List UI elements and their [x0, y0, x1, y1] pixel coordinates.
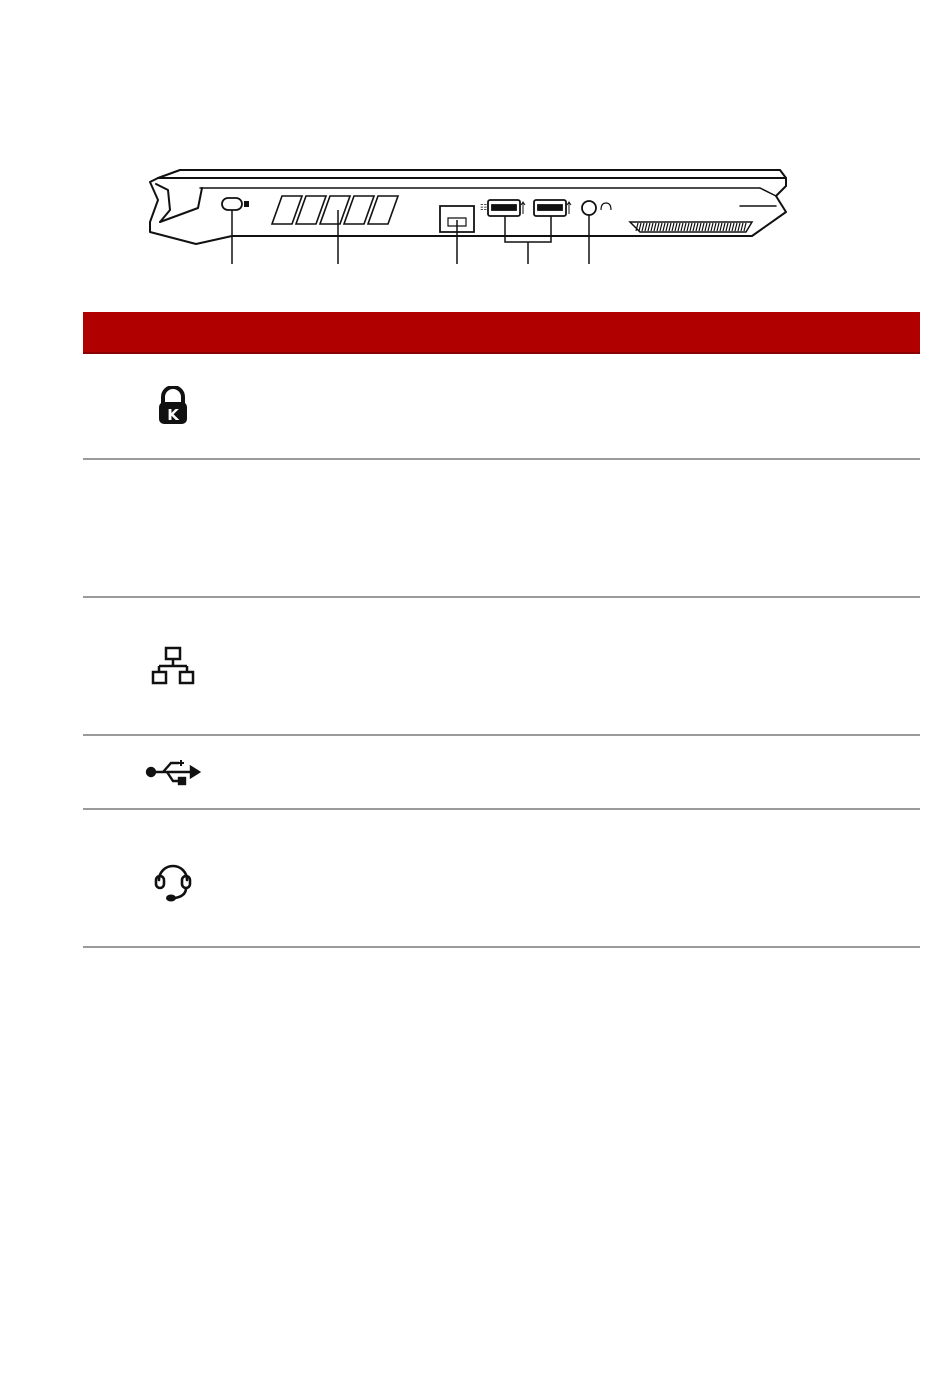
grille-line — [735, 223, 737, 231]
grille-line — [744, 223, 746, 231]
kensington-lock-icon — [156, 386, 190, 426]
grille-line — [723, 223, 725, 231]
headset-jack-graphic — [582, 201, 611, 215]
grille-line — [642, 223, 644, 231]
table-header-bar — [83, 312, 920, 354]
kensington-slot — [222, 198, 249, 210]
grille-line — [726, 223, 728, 231]
headset-icon — [153, 852, 193, 904]
icon-cell — [83, 354, 263, 458]
svg-text:☷: ☷ — [480, 203, 488, 212]
grille-line — [702, 223, 704, 231]
table-row-ventilation — [83, 460, 920, 598]
icon-cell — [83, 810, 263, 946]
grille-line — [648, 223, 650, 231]
ventilation-slots — [272, 196, 398, 224]
icon-cell — [83, 598, 263, 734]
grille-line — [699, 223, 701, 231]
grille-line — [711, 223, 713, 231]
table-row-usb — [83, 736, 920, 810]
grille-line — [696, 223, 698, 231]
ethernet-port-graphic — [440, 203, 487, 232]
ethernet-network-icon — [151, 646, 195, 686]
grille-line — [663, 223, 665, 231]
grille-line — [720, 223, 722, 231]
grille-line — [717, 223, 719, 231]
grille-line — [678, 223, 680, 231]
table-row-kensington — [83, 354, 920, 460]
usb-port-graphics — [488, 200, 571, 216]
grille-line — [738, 223, 740, 231]
grille-line — [684, 223, 686, 231]
table-row-headset — [83, 810, 920, 948]
grille-line — [675, 223, 677, 231]
svg-text:K: K — [167, 406, 179, 424]
table-row-ethernet — [83, 598, 920, 736]
usb-icon — [145, 757, 201, 787]
grille-line — [732, 223, 734, 231]
grille-line — [741, 223, 743, 231]
icon-cell — [83, 460, 263, 596]
rear-vent-grille — [630, 222, 752, 232]
laptop-left-side-diagram — [0, 0, 950, 290]
grille-line — [669, 223, 671, 231]
grille-line — [729, 223, 731, 231]
grille-line — [654, 223, 656, 231]
icon-cell — [83, 736, 263, 808]
grille-line — [690, 223, 692, 231]
grille-line — [705, 223, 707, 231]
grille-line — [672, 223, 674, 231]
grille-line — [651, 223, 653, 231]
grille-line — [687, 223, 689, 231]
grille-line — [693, 223, 695, 231]
grille-line — [681, 223, 683, 231]
grille-line — [708, 223, 710, 231]
ports-table — [83, 312, 920, 948]
grille-line — [714, 223, 716, 231]
grille-line — [660, 223, 662, 231]
grille-line — [639, 223, 641, 231]
grille-line — [645, 223, 647, 231]
grille-line — [666, 223, 668, 231]
grille-line — [657, 223, 659, 231]
